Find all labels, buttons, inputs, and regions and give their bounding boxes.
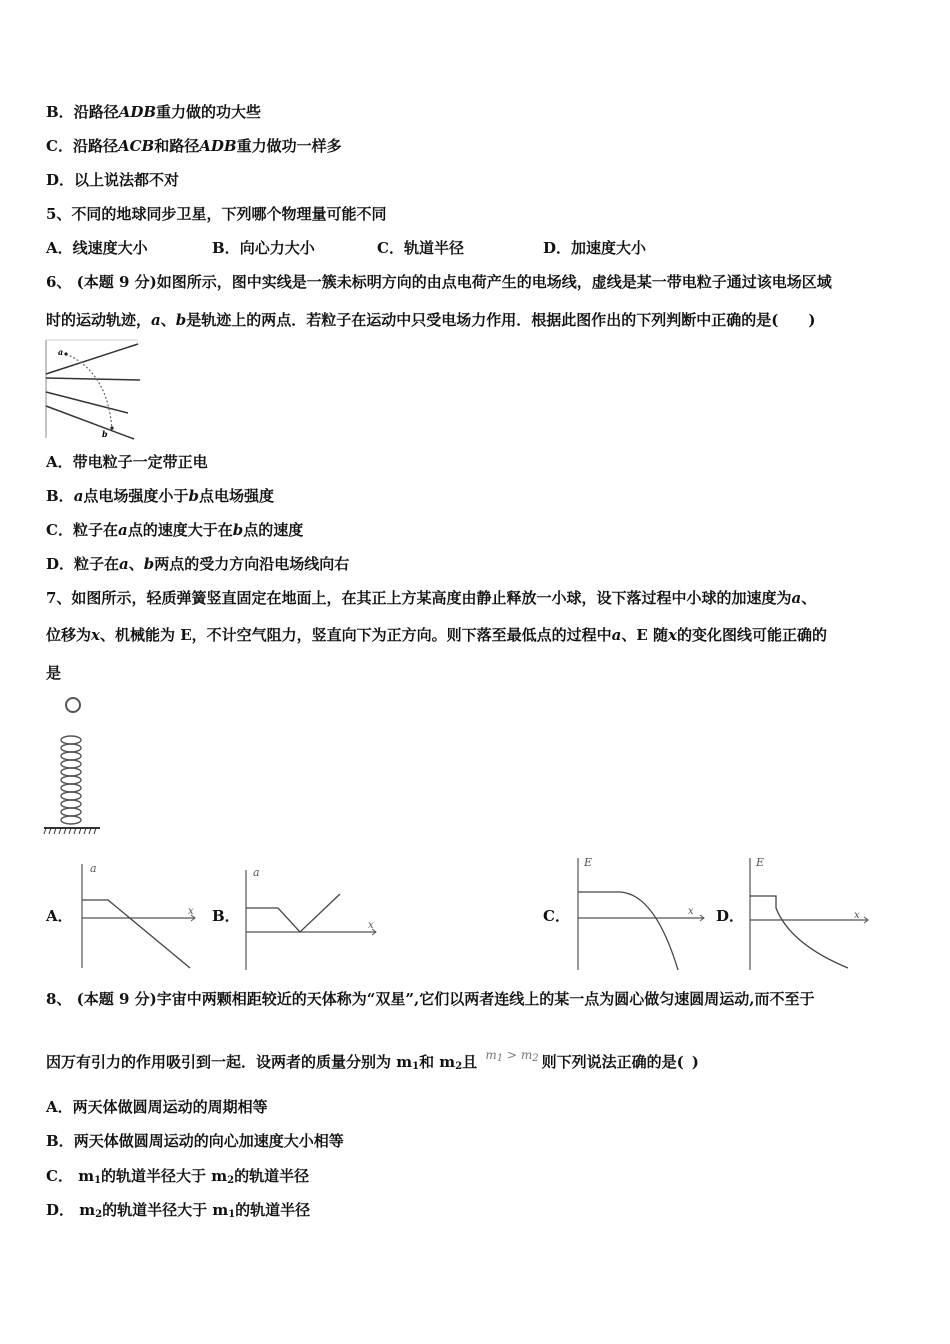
q7-stem-line3: 是: [46, 664, 62, 682]
q8-option-a: A．两天体做圆周运动的周期相等: [46, 1098, 268, 1116]
q8-stem-line1: 8、 (本题 9 分)宇宙中两颗相距较近的天体称为“双星”,它们以两者连线上的某一点为圆心做匀速圆周运动,而不至于: [46, 990, 815, 1008]
q7-graph-c-ylabel: E: [584, 856, 593, 869]
q7-graph-c-xlabel: x: [688, 906, 694, 917]
q4-option-b: B．沿路径ADB重力做的功大些: [46, 103, 262, 121]
q6-fig-label-a: a: [58, 347, 64, 357]
q7-graph-d: [742, 852, 872, 972]
q6-field-figure: [46, 340, 141, 440]
q7-stem-line1: 7、如图所示，轻质弹簧竖直固定在地面上，在其正上方某高度由静止释放一小球，设下落过程中小球的加速度为a、: [46, 589, 817, 607]
q6-fig-label-b: b: [102, 429, 108, 439]
q7-graph-b-xlabel: x: [368, 920, 374, 931]
q6-option-d: D．粒子在a、b两点的受力方向沿电场线向右: [46, 555, 350, 573]
q7-graph-a: [70, 858, 200, 970]
q4-option-c: C．沿路径ACB和路径ADB重力做功一样多: [46, 137, 342, 155]
q7-graph-b-label: B．: [212, 907, 240, 925]
q6-option-a: A．带电粒子一定带正电: [46, 453, 208, 471]
q7-graph-d-xlabel: x: [854, 910, 860, 921]
q5-stem: 5、不同的地球同步卫星，下列哪个物理量可能不同: [46, 205, 387, 223]
q7-graph-a-ylabel: a: [90, 862, 97, 875]
q8-stem-line2: 因万有引力的作用吸引到一起．设两者的质量分别为 $m_1$和 $m_2$且 $m_1 > m_2$ 则下列说法正确的是( ): [46, 1052, 699, 1077]
q5-option-d: D．加速度大小: [543, 239, 647, 257]
q7-graph-d-ylabel: E: [756, 856, 765, 869]
q6-option-b: B．a点电场强度小于b点电场强度: [46, 487, 274, 505]
q7-stem-line2: 位移为x、机械能为 E，不计空气阻力，竖直向下为正方向。则下落至最低点的过程中a、E 随x的变化图线可能正确的: [46, 626, 827, 644]
q6-option-c: C．粒子在a点的速度大于在b点的速度: [46, 521, 304, 539]
q7-graph-c: [570, 852, 710, 972]
q7-graph-a-xlabel: x: [188, 906, 194, 917]
q8-option-c: C． $m_1$的轨道半径大于 $m_2$的轨道半径: [46, 1167, 310, 1186]
q7-spring-figure: [44, 694, 108, 839]
q8-option-d: D． $m_2$的轨道半径大于 $m_1$的轨道半径: [46, 1201, 311, 1220]
q7-graph-c-label: C．: [543, 907, 570, 925]
q7-graph-b: [238, 862, 380, 972]
q8-option-b: B．两天体做圆周运动的向心加速度大小相等: [46, 1132, 344, 1150]
q7-graph-b-ylabel: a: [253, 866, 260, 879]
q7-graph-d-label: D．: [716, 907, 745, 925]
q4-option-d: D．以上说法都不对: [46, 171, 180, 189]
q5-option-a: A．线速度大小: [46, 239, 148, 257]
q6-stem-line1: 6、 (本题 9 分)如图所示，图中实线是一簇未标明方向的由点电荷产生的电场线，虚线是某一带电粒子通过该电场区域: [46, 273, 832, 291]
q8-formula: $m_1 > m_2$: [485, 1048, 539, 1064]
q5-option-c: C．轨道半径: [377, 239, 464, 257]
q6-stem-line2: 时的运动轨迹，a、b是轨迹上的两点．若粒子在运动中只受电场力作用．根据此图作出的下列判断中正确的是( ): [46, 311, 816, 329]
q7-graph-a-label: A．: [46, 907, 73, 925]
q5-option-b: B．向心力大小: [212, 239, 315, 257]
